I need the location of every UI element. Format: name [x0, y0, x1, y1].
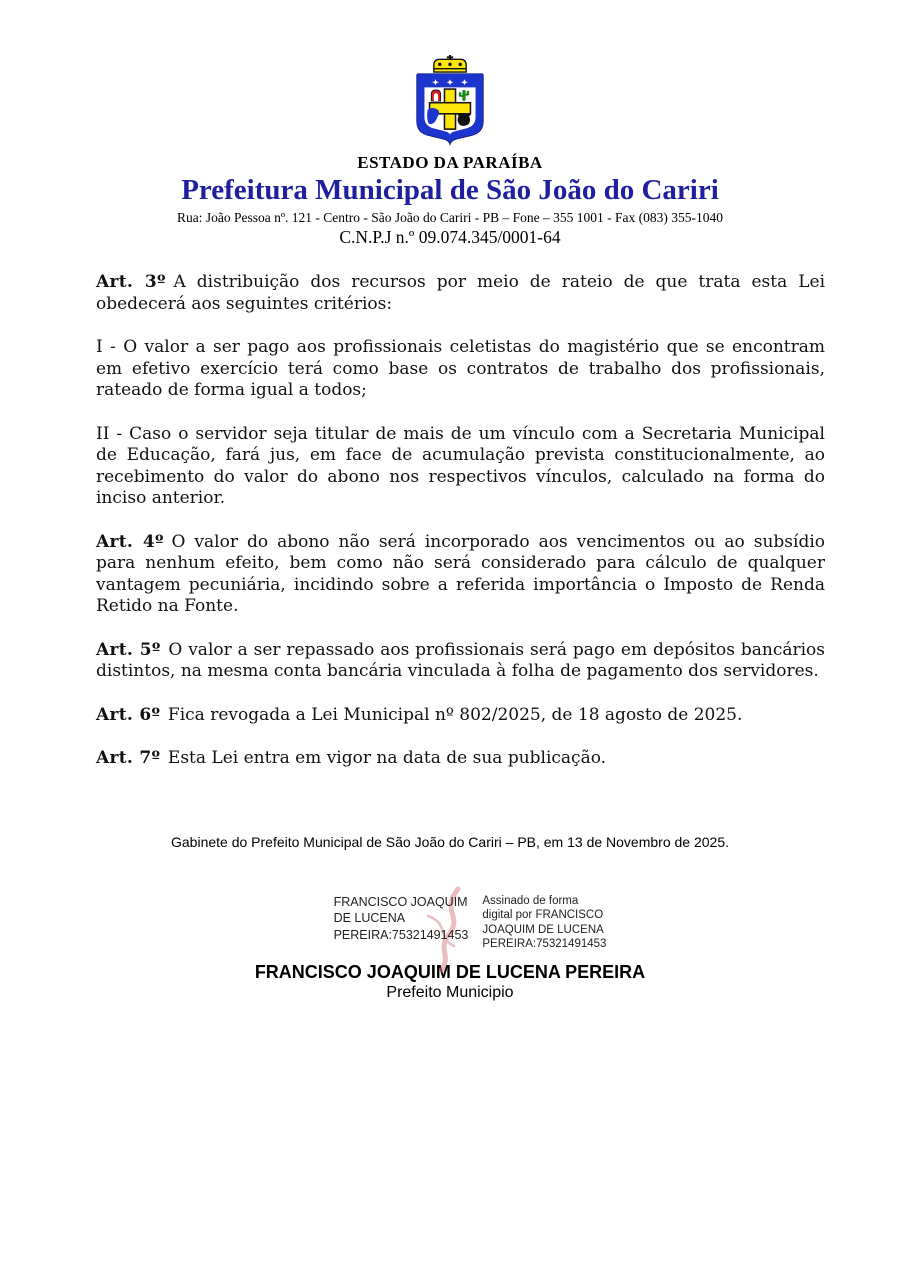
digital-signature-stamp [20, 894, 900, 952]
signer-name-block [334, 894, 469, 944]
signature-detail-line: JOAQUIM DE LUCENA [482, 923, 604, 936]
article-text: O valor a ser repassado aos profissionais será pago em depósitos bancários distintos, na mesma conta bancária vinculada à folha de pagamento dos servidores. [96, 639, 826, 681]
article-text: I - O valor a ser pago aos profissionais celetistas do magistério que se encontram em efetivo exercício terá como base os contratos de trabalho dos profissionais, rateado de forma igual a todos; [96, 337, 825, 400]
signer-name-line: PEREIRA:75321491453 [333, 927, 469, 942]
gabinete-dateline: Gabinete do Prefeito Municipal de São João do Cariri – PB, em 13 de Novembro de 2025. [171, 833, 729, 850]
signer-name-line: DE LUCENA [333, 911, 406, 925]
paragraph-inciso-1 [96, 337, 825, 402]
paragraph-art-3 [96, 272, 825, 315]
state-heading: ESTADO DA PARAÍBA [357, 153, 543, 172]
paragraph-art-4 [96, 532, 825, 618]
signature-details-block [482, 894, 606, 952]
municipality-title: Prefeitura Municipal de São João do Cariri [181, 174, 719, 206]
paragraph-inciso-2 [96, 424, 825, 510]
mayor-name: FRANCISCO JOAQUIM DE LUCENA PEREIRA [254, 961, 646, 982]
article-text: II - Caso o servidor seja titular de mais de um vínculo com a Secretaria Municipal de Educação, fará jus, em face de acumulação prevista constitucionalmente, ao recebimento do valor do abono nos respectivos vínculos, calculado na forma do inciso anterior. [96, 423, 825, 508]
signer-name-line: FRANCISCO JOAQUIM [333, 894, 468, 909]
signature-detail-line: PEREIRA:75321491453 [482, 938, 607, 950]
article-lead: Art. 7º [96, 748, 161, 768]
signature-detail-line: digital por FRANCISCO [482, 909, 604, 921]
article-text: A distribuição dos recursos por meio de rateio de que trata esta Lei obedecerá aos seguintes critérios: [96, 272, 826, 314]
paragraph-art-5 [96, 640, 825, 683]
article-lead: Art. 5º [96, 639, 161, 660]
document-body [96, 272, 825, 770]
paragraph-art-6 [96, 705, 825, 727]
article-lead: Art. 6º [96, 704, 161, 725]
paragraph-art-7 [96, 748, 825, 770]
signature-detail-line: Assinado de forma [482, 894, 579, 907]
article-text: O valor do abono não será incorporado aos vencimentos ou ao subsídio para nenhum efeito, bem como não será considerado para cálculo de qualquer vantagem pecuniária, incidindo sobre a referida importância o Imposto de Renda Retido na Fonte. [96, 531, 825, 616]
address-line: Rua: João Pessoa nº. 121 - Centro - São João do Cariri - PB – Fone – 355 1001 - Fax (083) 355-1040 [176, 210, 723, 225]
article-lead: Art. 4º [96, 531, 164, 552]
article-lead: Art. 3º [96, 272, 166, 292]
article-text: Esta Lei entra em vigor na data de sua publicação. [167, 748, 607, 768]
document-header [0, 0, 900, 248]
article-text: Fica revogada a Lei Municipal nº 802/2025, de 18 agosto de 2025. [167, 704, 743, 725]
cnpj-line: C.N.P.J n.º 09.074.345/0001-64 [339, 227, 561, 247]
coat-of-arms-icon [402, 55, 498, 147]
mayor-title: Prefeito Municipio [386, 983, 514, 1001]
